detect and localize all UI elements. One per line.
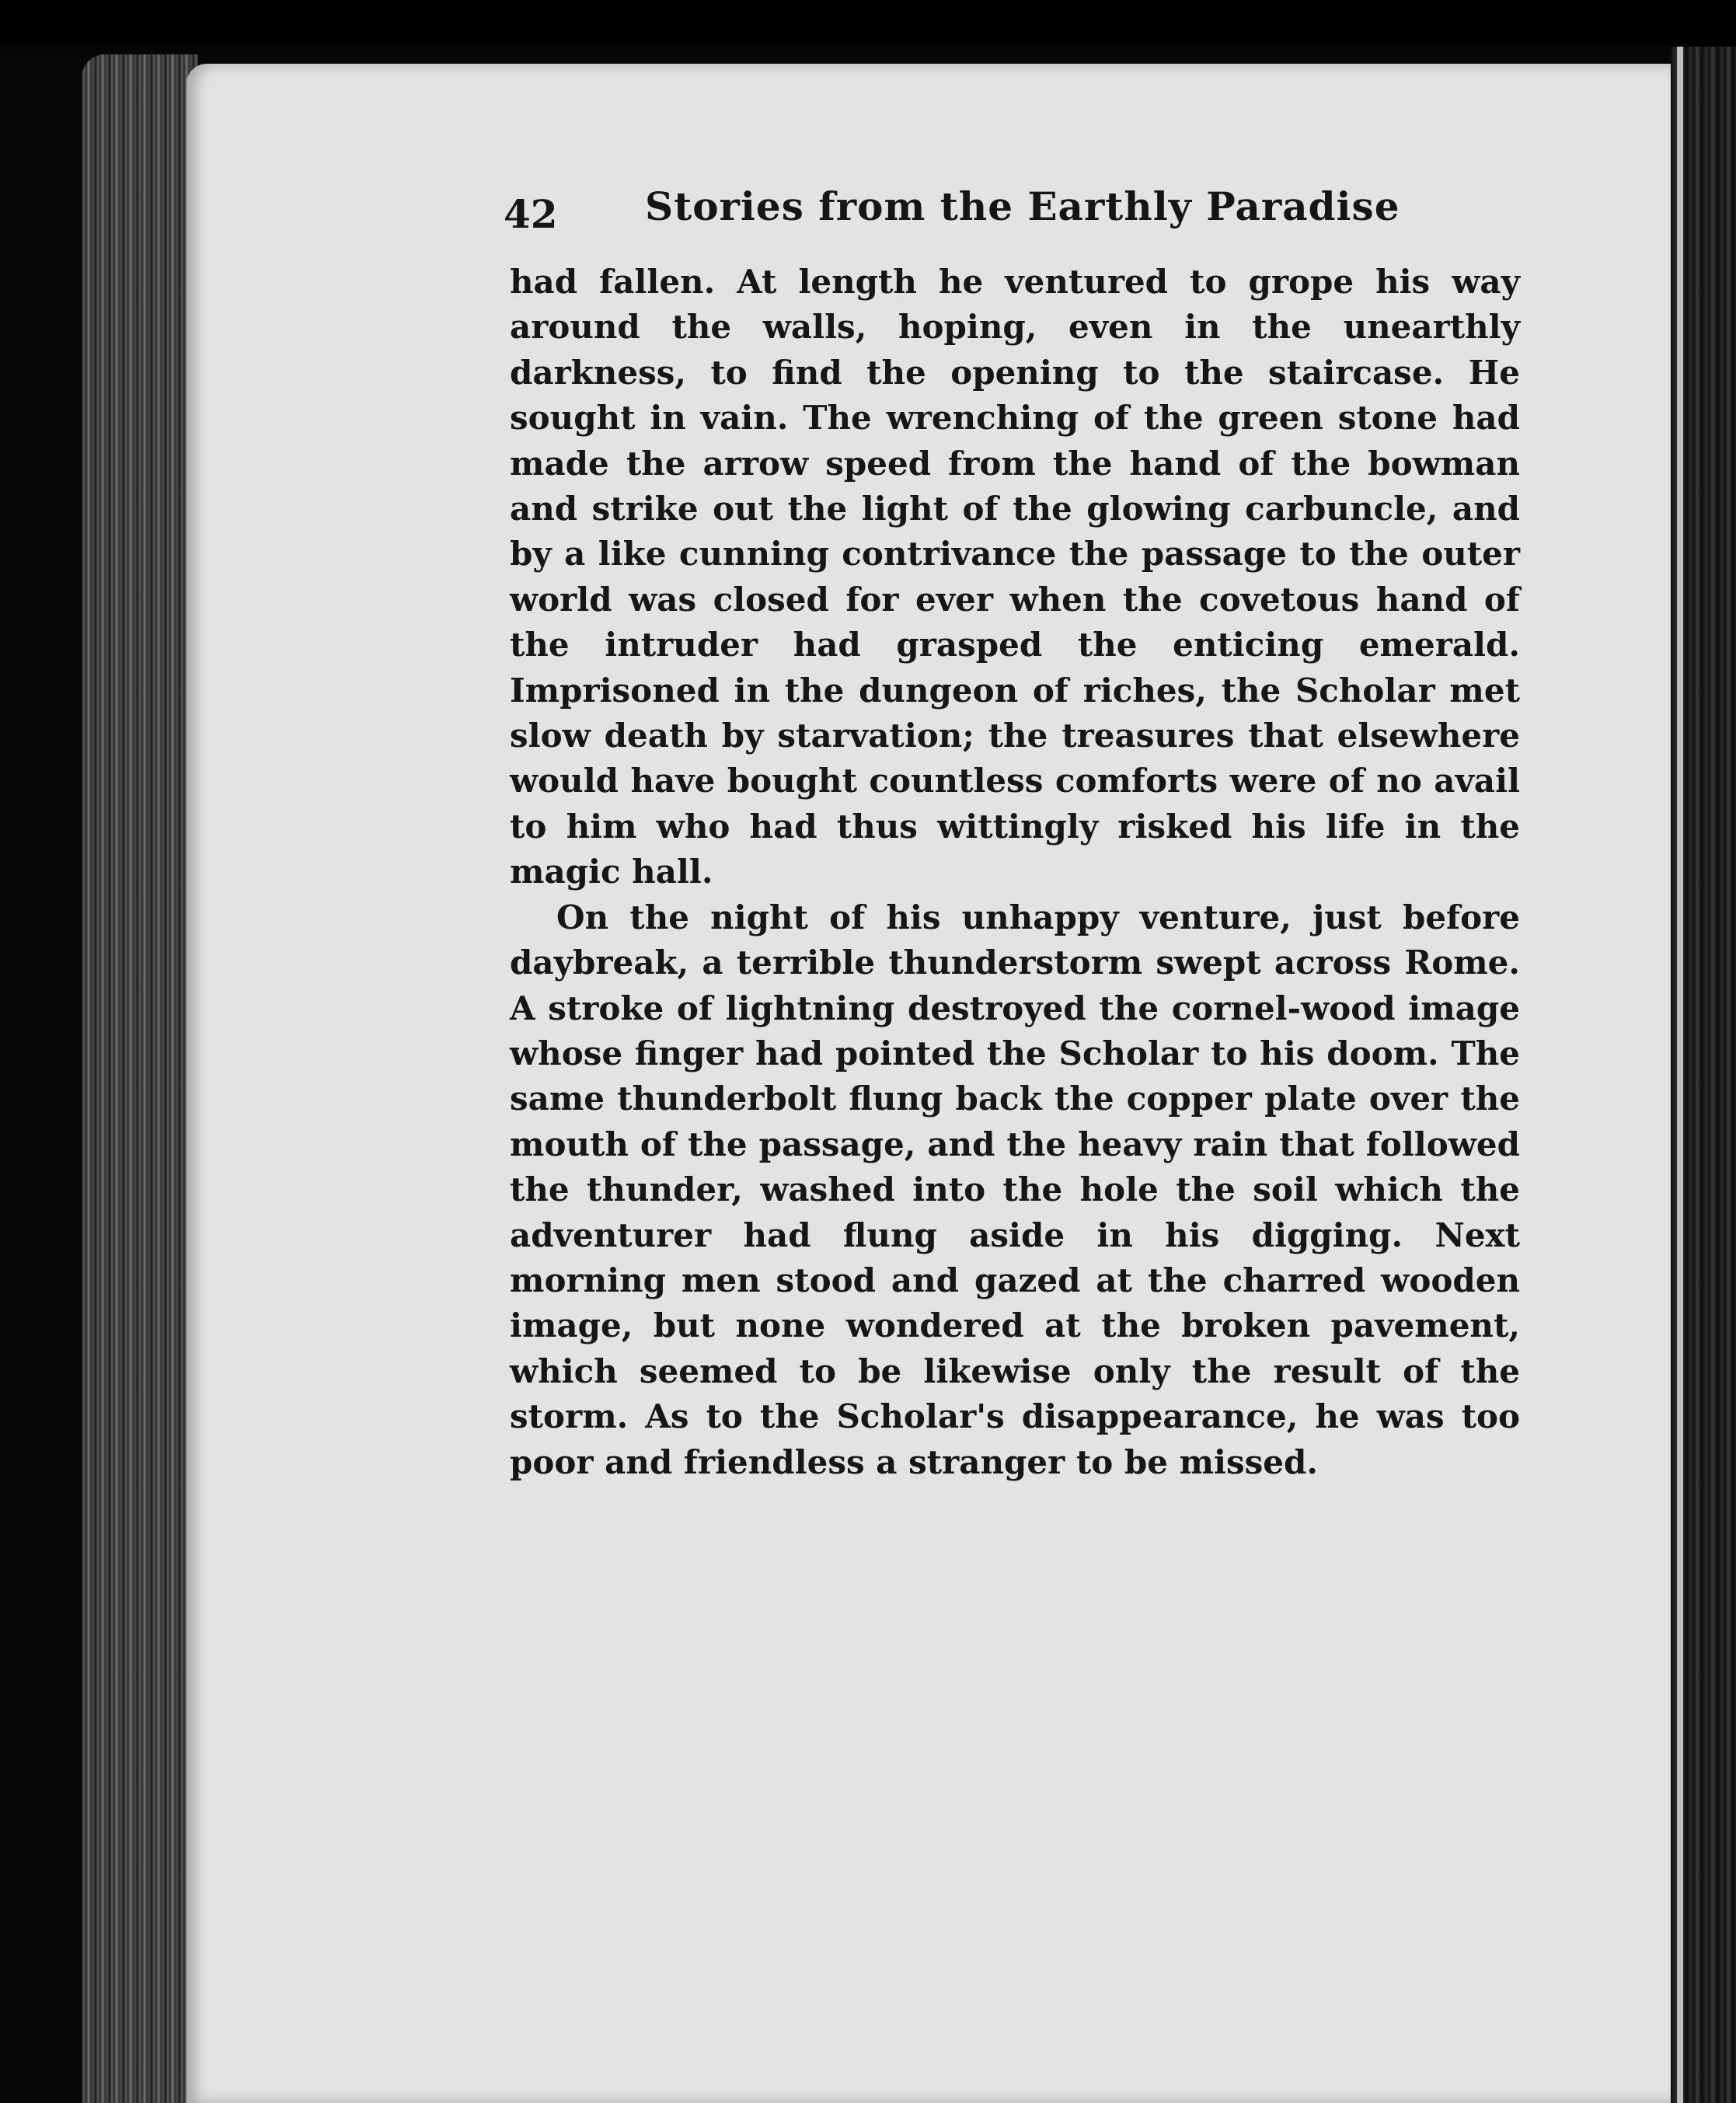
paragraph-1: had fallen. At length he ventured to grope his way around the walls, hoping, even in the unearthly darkness, to find the opening to the staircase. He sought in vain. The wrenching of the green stone had made the arrow speed from the hand of the bowman and strike out the light of the glowing carbuncle, and by a like cunning contrivance the passage to the outer world was closed for ever when the covetous hand of the intruder had grasped the enticing emerald. Imprisoned in the dungeon of riches, the Scholar met slow death by starvation; the treasures that elsewhere would have bought countless comforts were of no avail to him who had thus wittingly risked his life in the magic hall. [510,263,1520,891]
paragraph-2: On the night of his unhappy venture, just before daybreak, a terrible thunderstorm swept across Rome. A stroke of lightning destroyed the cornel-wood image whose finger had pointed the Scholar to his doom. The same thunderbolt flung back the copper plate over the mouth of the passage, and the heavy rain that followed the thunder, washed into the hole the soil which the adventurer had flung aside in his digging. Next morning men stood and gazed at the charred wooden image, but none wondered at the broken pavement, which seemed to be likewise only the result of the storm. As to the Scholar's disappearance, he was too poor and friendless a stranger to be missed. [510,898,1520,1481]
running-head [504,183,1553,246]
running-head-title: Stories from the Earthly Paradise [645,183,1400,229]
book-right-page-edges [1671,47,1736,2103]
scan-top-border [0,0,1736,47]
page-number: 42 [504,191,558,237]
body-text [510,260,1520,1485]
book-left-page-edges [82,54,198,2103]
